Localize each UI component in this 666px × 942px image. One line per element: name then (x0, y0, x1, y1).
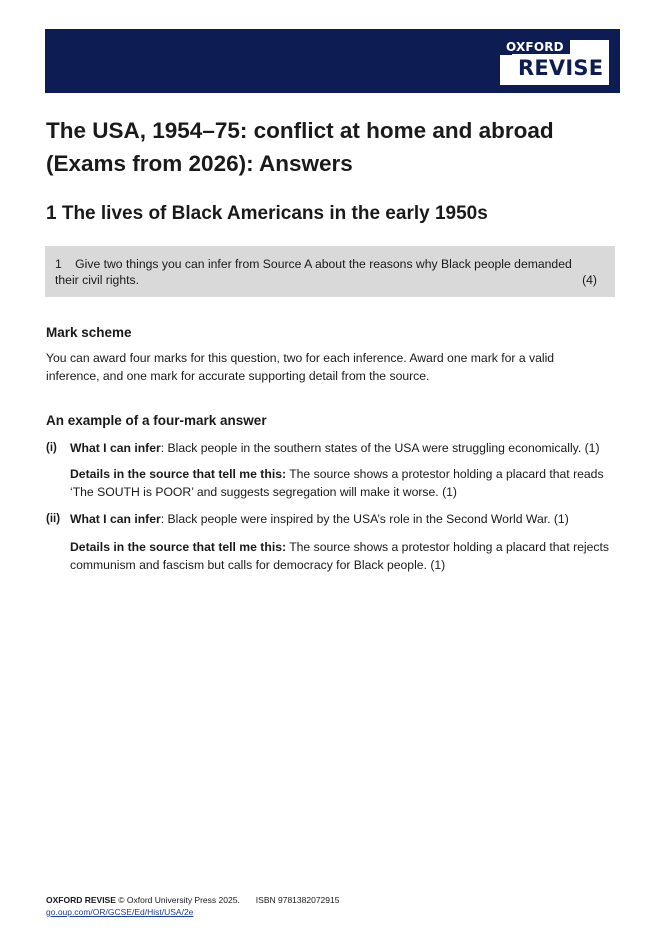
answer-details (70, 538, 616, 574)
footer (46, 894, 339, 918)
answer-label: (i) (46, 442, 57, 454)
logo-top-text: OXFORD (500, 40, 570, 55)
details-text: The source shows a protestor holding a placard that rejects communism and fascism but calls for democracy for Black people. (1) (70, 540, 609, 572)
answer-inference (70, 439, 616, 457)
mark-scheme-text: You can award four marks for this question, two for each inference. Award one mark for a valid inference, and one mark for accurate supporting detail from the source. (46, 351, 555, 383)
question-text: Give two things you can infer from Source A about the reasons why Black people demanded (75, 257, 572, 271)
question-box (45, 246, 615, 297)
footer-copyright-line (46, 894, 339, 906)
infer-text: : Black people in the southern states of the USA were struggling economically. (1) (160, 441, 600, 455)
answer-label: (ii) (46, 513, 61, 525)
question-text-line1 (55, 256, 572, 272)
footer-brand: OXFORD REVISE (46, 895, 116, 905)
footer-isbn: ISBN 9781382072915 (255, 895, 340, 905)
details-label: Details in the source that tell me this: (70, 467, 287, 481)
question-marks: (4) (582, 273, 597, 287)
footer-copyright: © Oxford University Press 2025. (115, 895, 240, 905)
page-title-line2: (Exams from 2026): Answers (46, 151, 353, 176)
infer-label: What I can infer (70, 512, 161, 526)
details-text: The source shows a protestor holding a placard that reads ‘The SOUTH is POOR’ and suggests segregation will make it worse. (1) (70, 467, 604, 499)
question-text-line2: their civil rights. (55, 273, 139, 287)
page-title-line1: The USA, 1954–75: conflict at home and abroad (46, 118, 554, 143)
page-title (46, 114, 606, 180)
oxford-revise-logo (500, 40, 609, 85)
infer-label: What I can infer (70, 441, 161, 455)
question-number: 1 (55, 257, 62, 271)
details-label: Details in the source that tell me this: (70, 540, 287, 554)
logo-bottom-text: REVISE (512, 54, 609, 83)
example-heading: An example of a four-mark answer (46, 413, 267, 428)
mark-scheme-heading: Mark scheme (46, 325, 132, 340)
footer-link[interactable]: go.oup.com/OR/GCSE/Ed/Hist/USA/2e (46, 907, 194, 917)
infer-text: : Black people were inspired by the USA’s role in the Second World War. (1) (160, 512, 569, 526)
answer-details (70, 465, 616, 501)
section-heading: 1 The lives of Black Americans in the early 1950s (46, 203, 488, 224)
answer-inference (70, 510, 616, 528)
header-band (45, 29, 620, 93)
